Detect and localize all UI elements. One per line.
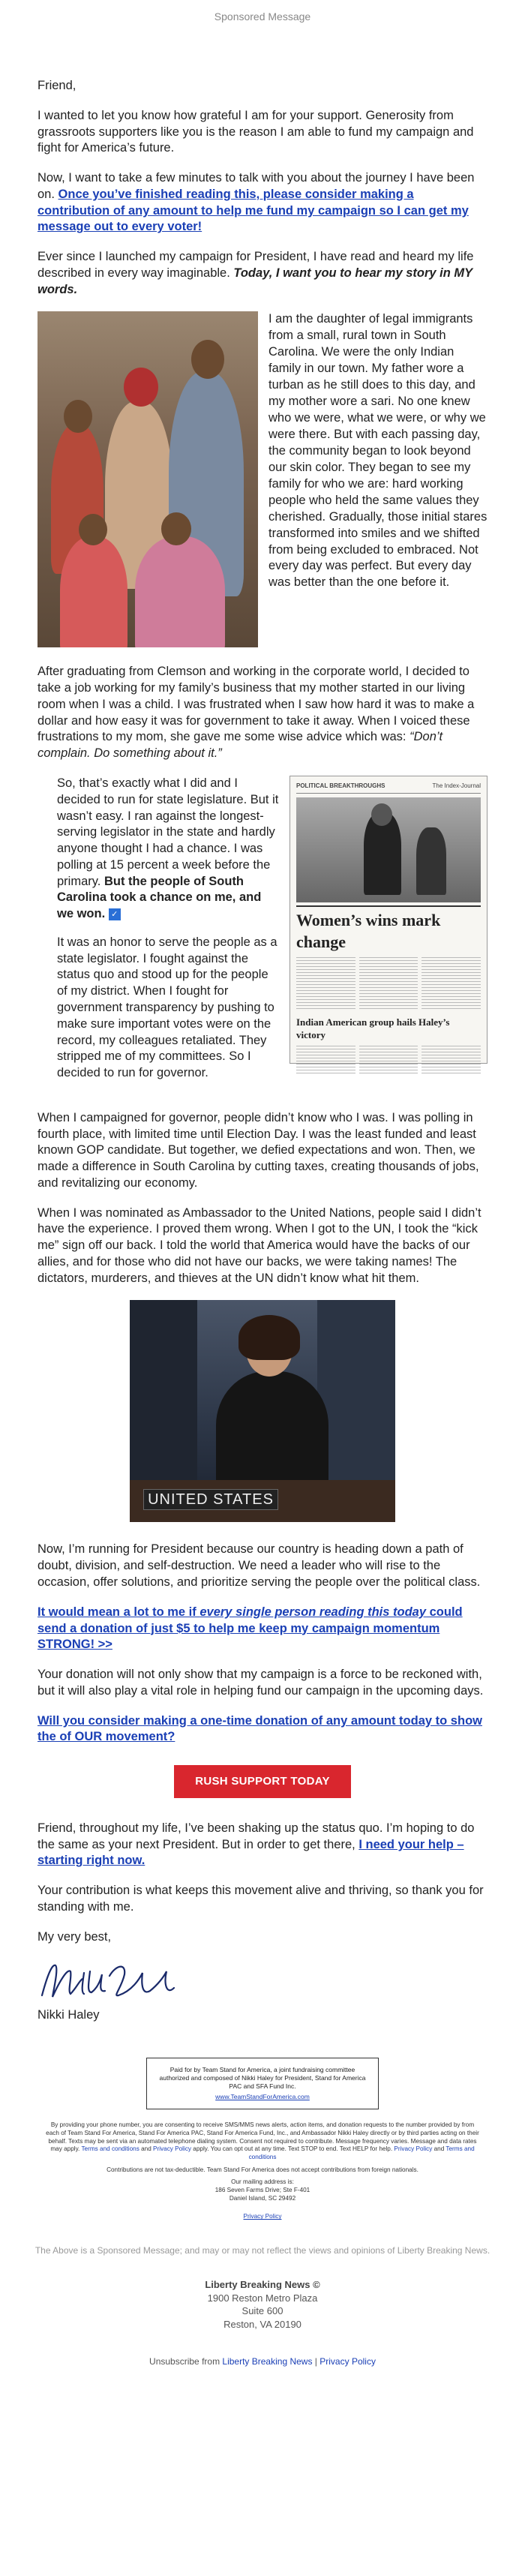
paragraph-legislature bbox=[57, 776, 279, 923]
paragraph-thanks: Your contribution is what keeps this movement alive and thriving, so thank you for standing with me. bbox=[38, 1884, 484, 1914]
story-intro-text: Ever since I launched my campaign for President, I have read and heard my life described in every way imaginable. bbox=[38, 250, 474, 280]
mailing-line-2: Daniel Island, SC 29492 bbox=[229, 2194, 296, 2202]
status-quo-text: Friend, throughout my life, I’ve been shaking up the status quo. I’m hoping to do the same as your next President. But in order to get there, bbox=[38, 1821, 475, 1851]
contributions-note: Contributions are not tax-deductible. Team Stand For America does not accept contributions from foreign nationals. bbox=[106, 2166, 418, 2173]
paragraph-one-time bbox=[38, 1713, 488, 1746]
sponsor-disclaimer: The Above is a Sponsored Message; and may or may not reflect the views and opinions of Liberty Breaking News. bbox=[34, 2245, 490, 2256]
site-link[interactable]: Liberty Breaking News bbox=[222, 2356, 313, 2367]
paragraph-business bbox=[38, 664, 488, 762]
donate-5-link[interactable]: It would mean a lot to me if every single person reading this today could send a donation of just $5 to help me keep my campaign momentum STRONG! >> bbox=[38, 1605, 463, 1652]
legislature-section bbox=[38, 776, 488, 1094]
email-body bbox=[38, 33, 488, 2221]
paragraph-donation-impact: Your donation will not only show that my campaign is a force to be reckoned with, but it will also play a vital role in helping fund our campaign in the upcoming days. bbox=[38, 1668, 484, 1698]
greeting: Friend, bbox=[38, 79, 76, 92]
legislature-win: But the people of South Carolina took a chance on me, and we won. bbox=[57, 874, 262, 921]
newspaper-clipping bbox=[290, 776, 488, 1064]
paragraph-ambassador: When I was nominated as Ambassador to the United Nations, people said I didn’t have the experience. I proved them wrong. When I got to the UN, I took the “kick me” sign off our back. I told the world that America would have the backs of our allies, and for those who did not have our backs, we were taking names! The dictators, murderers, and thieves at the UN didn’t know what hit them. bbox=[38, 1205, 482, 1285]
privacy-link-inline-2[interactable]: Privacy Policy bbox=[394, 2145, 433, 2153]
newspaper-photo bbox=[296, 797, 481, 902]
newspaper-section: POLITICAL BREAKTHROUGHS bbox=[296, 782, 386, 790]
paragraph-donation-link bbox=[38, 1605, 488, 1653]
newspaper-headline: Women’s wins mark change bbox=[296, 905, 481, 953]
family-section bbox=[38, 311, 488, 647]
legislature-lead: So, that’s exactly what I did and I decided to run for state legislature. But it wasn’t easy. I ran against the longest-serving legislator in the state and hardly anyone thought I had a chance. I was polling at 15 percent a week before the primary. bbox=[57, 776, 279, 888]
mailing-label: Our mailing address is: bbox=[231, 2178, 294, 2186]
newspaper-subhead: Indian American group hails Haley’s victory bbox=[296, 1016, 450, 1040]
closing: My very best, bbox=[38, 1929, 112, 1944]
un-nameplate: UNITED STATES bbox=[143, 1489, 278, 1510]
sms-fine-print: By providing your phone number, you are consenting to receive SMS/MMS news alerts, action items, and donation requests to the number provided by from each of Team Stand For America, Stand For America PAC, Stand For America Fund, Inc., and Ambassador Nikki Haley directly or by third parties acting on their behalf. Texts may be sent via an automated telephone dialing system. Consent not required to contribute. Message frequency varies. Message and data rates may apply. Terms and conditions and Privacy Policy apply. You can opt out at any time. Text STOP to end. Text HELP for help. Privacy Policy and Terms and conditions Contributions are not tax-deductible. Team Stand For America does not accept contributions from foreign nationals. Our mailing address is: 186 Seven Farms Drive; Ste F-401 Daniel Island, SC 29492 Privacy Policy bbox=[46, 2121, 479, 2220]
paragraph-status-quo bbox=[38, 1821, 488, 1869]
signature bbox=[38, 1958, 488, 2006]
paragraph-journey bbox=[38, 170, 488, 236]
privacy-link-inline[interactable]: Privacy Policy bbox=[153, 2145, 192, 2153]
terms-link[interactable]: Terms and conditions bbox=[81, 2145, 140, 2153]
footer-address bbox=[0, 2278, 525, 2331]
unsubscribe-link[interactable]: Unsubscribe bbox=[149, 2356, 200, 2367]
footer-line-1: 1900 Reston Metro Plaza bbox=[207, 2292, 318, 2304]
newspaper-name: The Index-Journal bbox=[432, 782, 481, 790]
business-text: After graduating from Clemson and working in the corporate world, I decided to take a job working for my family’s business that my mother started in our living room when I was a child. I was frustrated when I saw how hard it was to make a dollar and how easy it was for government to take it away. When I voiced these frustrations to my mom, she gave me some wise advice which was: bbox=[38, 665, 475, 744]
sponsored-label-text: Sponsored Message bbox=[214, 11, 311, 23]
signature-image bbox=[38, 1958, 180, 2006]
paid-for-box bbox=[146, 2058, 379, 2109]
mailing-line-1: 186 Seven Farms Drive; Ste F-401 bbox=[214, 2187, 310, 2194]
journey-text: Now, I want to take a few minutes to talk with you about the journey I have been on. bbox=[38, 171, 475, 201]
paragraph-president: Now, I’m running for President because our country is heading down a path of doubt, division, and self-destruction. We need a leader who will rise to the occasion, offer solutions, and prioritize serving the people over the political class. bbox=[38, 1542, 481, 1589]
footer-line-2: Suite 600 bbox=[242, 2305, 284, 2317]
mom-quote: “Don’t complain. Do something about it.” bbox=[38, 730, 443, 761]
story-intro-emphasis: Today, I want you to hear my story in MY words. bbox=[38, 266, 472, 296]
sponsored-label bbox=[0, 0, 525, 33]
sms-consent-text: By providing your phone number, you are consenting to receive SMS/MMS news alerts, action items, and donation requests to the number provided by from each of Team Stand For America, Stand For America PAC, Stand For America Fund, Inc., and Ambassador Nikki Haley directly or by third parties acting on their behalf. Texts may be sent via an automated telephone dialing system. Consent not required to contribute. Message frequency varies. Message and data rates may apply. bbox=[46, 2121, 479, 2153]
one-time-donation-link[interactable]: Will you consider making a one-time donation of any amount today to show the of OUR movement? bbox=[38, 1713, 482, 1744]
footer-title: Liberty Breaking News © bbox=[205, 2279, 320, 2291]
unsubscribe-bar: Unsubscribe from Liberty Breaking News | Privacy Policy bbox=[149, 2356, 376, 2367]
un-photo bbox=[130, 1300, 395, 1522]
rush-support-button[interactable]: RUSH SUPPORT TODAY bbox=[174, 1765, 351, 1798]
footer-line-3: Reston, VA 20190 bbox=[224, 2318, 302, 2330]
legislature-text bbox=[38, 776, 279, 1094]
terms-link-2[interactable]: Terms and conditions bbox=[248, 2145, 475, 2161]
paragraph-gratitude: I wanted to let you know how grateful I am for your support. Generosity from grassroots supporters like you is the reason I am able to fund my campaign and fight for America’s future. bbox=[38, 108, 474, 155]
contribution-link[interactable]: Once you’ve finished reading this, please consider making a contribution of any amount to help me fund my campaign so I can get my message out to every voter! bbox=[38, 187, 469, 234]
newspaper-page bbox=[290, 776, 487, 1063]
footer-privacy-link[interactable]: Privacy Policy bbox=[320, 2356, 376, 2367]
paid-for-link[interactable]: www.TeamStandForAmerica.com bbox=[215, 2093, 310, 2101]
newspaper-header bbox=[296, 782, 481, 794]
need-help-link[interactable]: I need your help – starting right now. bbox=[38, 1837, 464, 1868]
paragraph-governor: When I campaigned for governor, people didn’t know who I was. I was polling in fourth place, with limited time until Election Day. I was the least funded and least known GOP candidate. But together, we defied expectations and won. Then, we made a difference in South Carolina by cutting taxes, creating thousands of jobs, and revitalizing our economy. bbox=[38, 1110, 479, 1190]
paid-for-text: Paid for by Team Stand for America, a joint fundraising committee authorized and composed of Nikki Haley for President, Stand for America PAC and SFA Fund Inc. bbox=[159, 2066, 366, 2091]
privacy-policy-link[interactable]: Privacy Policy bbox=[243, 2213, 282, 2220]
newspaper-columns bbox=[296, 957, 481, 1010]
family-photo bbox=[38, 311, 258, 647]
newspaper-columns-2 bbox=[296, 1046, 481, 1076]
signer-name: Nikki Haley bbox=[38, 2007, 100, 2022]
cta-section bbox=[38, 1765, 488, 1798]
family-story: I am the daughter of legal immigrants from a small, rural town in South Carolina. We were the only Indian family in our town. My father wore a turban as he still does to this day, and my mother wore a sari. No one knew who we were, what we were, or why we were there. But with each passing day, the community began to look beyond our skin color. They began to see my family for who we are: hard working people who held the same values they cherished. Gradually, those initial stares transformed into smiles and we shifted from being excluded to embraced. Not every day was perfect. But every day was better than the one before it. bbox=[268, 312, 488, 590]
checkmark-icon: ✓ bbox=[109, 908, 121, 920]
paragraph-story-intro bbox=[38, 249, 488, 298]
paragraph-state-service: It was an honor to serve the people as a state legislator. I fought against the status quo and stood up for the people of my district. When I fought for government transparency by pushing to make sure important votes were on the record, my colleagues retaliated. They stripped me of my committees. So I decided to run for governor. bbox=[57, 935, 278, 1080]
